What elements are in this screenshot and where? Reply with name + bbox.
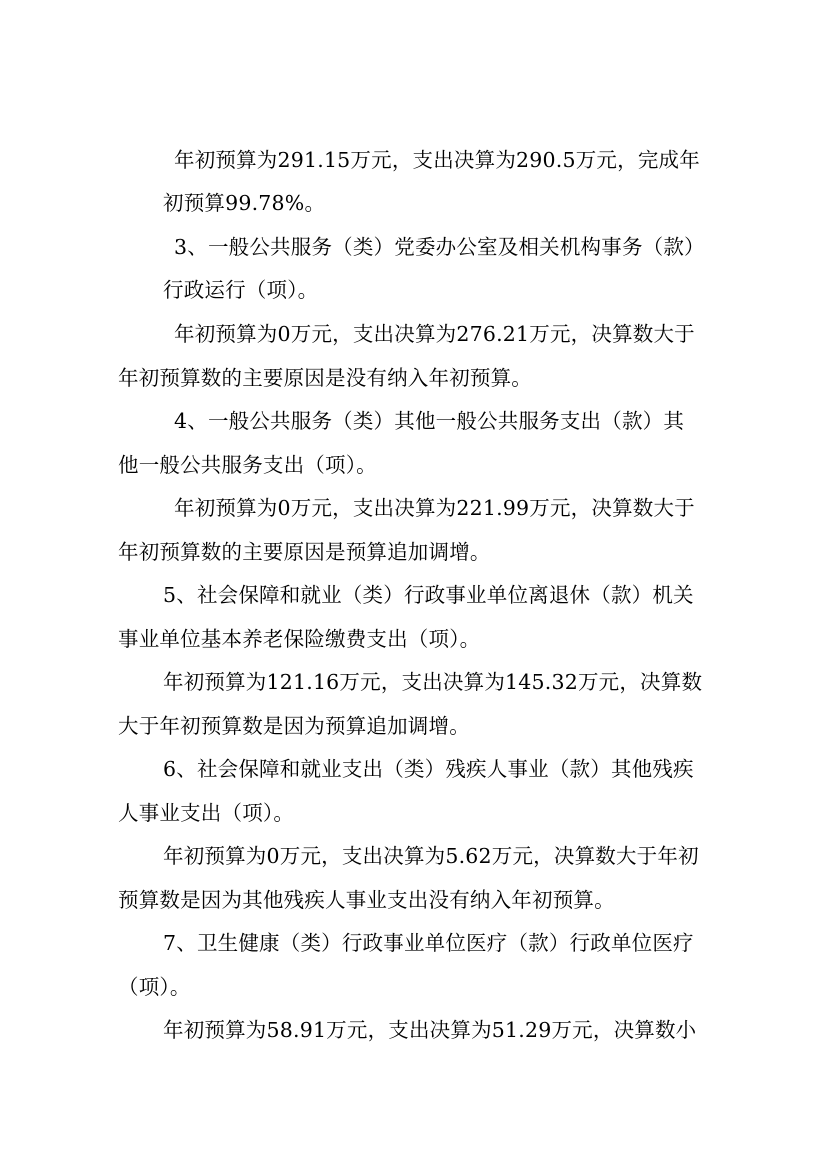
text-line-13: 年初预算为121.16万元，支出决算为145.32万元，决算数 [163, 670, 703, 694]
text-line-3: 3、一般公共服务（类）党委办公室及相关机构事务（款） [174, 235, 705, 259]
text-line-10: 年初预算数的主要原因是预算追加调增。 [118, 540, 491, 564]
text-line-21: 年初预算为58.91万元，支出决算为51.29万元，决算数小 [163, 1018, 697, 1042]
text-line-14: 大于年初预算数是因为预算追加调增。 [118, 714, 470, 738]
text-line-16: 人事业支出（项）。 [118, 801, 295, 825]
text-line-15: 6、社会保障和就业支出（类）残疾人事业（款）其他残疾 [163, 757, 694, 781]
text-line-18: 预算数是因为其他残疾人事业支出没有纳入年初预算。 [118, 888, 615, 912]
text-line-4: 行政运行（项）。 [163, 278, 319, 302]
text-line-11: 5、社会保障和就业（类）行政事业单位离退休（款）机关 [163, 583, 694, 607]
text-line-7: 4、一般公共服务（类）其他一般公共服务支出（款）其 [174, 409, 685, 433]
text-line-5: 年初预算为0万元，支出决算为276.21万元，决算数大于 [174, 322, 695, 346]
text-line-8: 他一般公共服务支出（项）。 [118, 453, 377, 477]
text-line-19: 7、卫生健康（类）行政事业单位医疗（款）行政单位医疗 [163, 931, 694, 955]
text-line-9: 年初预算为0万元，支出决算为221.99万元，决算数大于 [174, 496, 695, 520]
text-line-12: 事业单位基本养老保险缴费支出（项）。 [118, 627, 481, 651]
text-line-17: 年初预算为0万元，支出决算为5.62万元，决算数大于年初 [163, 844, 699, 868]
text-line-2: 初预算99.78%。 [163, 191, 326, 215]
text-line-6: 年初预算数的主要原因是没有纳入年初预算。 [118, 366, 532, 390]
text-line-1: 年初预算为291.15万元，支出决算为290.5万元，完成年 [174, 148, 700, 172]
text-line-20: （项）。 [118, 975, 191, 999]
